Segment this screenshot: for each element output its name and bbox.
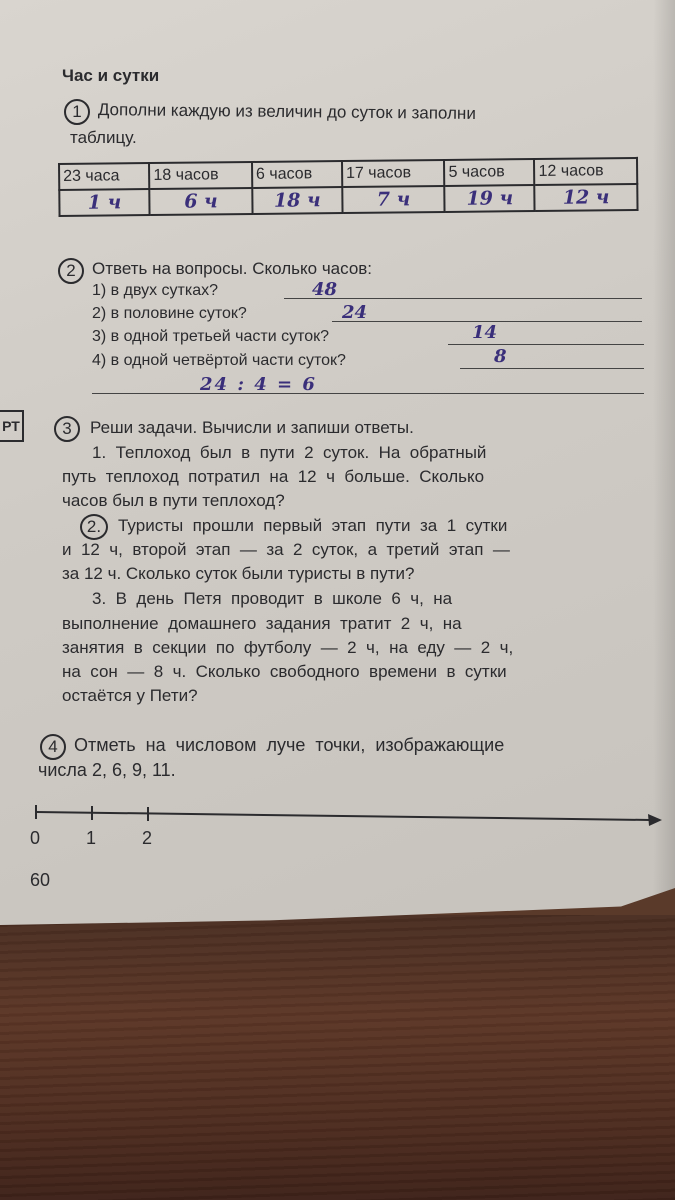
table-cell: 5 часов	[444, 159, 534, 186]
table-cell: 6 часов	[252, 161, 342, 188]
task-3-prompt: Реши задачи. Вычисли и запиши ответы.	[90, 418, 414, 437]
task-2-number: 2	[58, 258, 84, 284]
problem-2-number: 2.	[80, 514, 108, 540]
problem-3-line4: на сон — 8 ч. Сколько свободного времени в сутки	[62, 662, 507, 681]
answer-cell[interactable]: 7 ч	[342, 186, 445, 213]
arrow-icon	[648, 814, 662, 826]
problem-3-line5: остаётся у Пети?	[62, 686, 198, 705]
problem-1-line1: 1. Теплоход был в пути 2 суток. На обратный	[92, 443, 487, 462]
handwritten-work[interactable]: 24 : 4 = 6	[200, 374, 317, 395]
ray-label-0: 0	[30, 828, 41, 848]
answer-cell[interactable]: 6 ч	[150, 188, 253, 215]
task-2-prompt: Ответь на вопросы. Сколько часов:	[92, 259, 373, 278]
question-4: 4) в одной четвёртой части суток?	[92, 352, 346, 369]
task-4-line1: Отметь на числовом луче точки, изображающие	[74, 735, 505, 755]
answer-1[interactable]: 48	[312, 279, 338, 300]
task-1-text-line2: таблицу.	[70, 128, 137, 147]
task-4-number: 4	[40, 734, 66, 760]
table-cell: 12 часов	[534, 158, 637, 185]
problem-1-line2: путь теплоход потратил на 12 ч больше. Сколько	[62, 467, 485, 486]
ray-label-2: 2	[142, 828, 153, 848]
problem-3-line2: выполнение домашнего задания тратит 2 ч, на	[62, 614, 462, 633]
problem-3-line1: 3. В день Петя проводит в школе 6 ч, на	[92, 589, 453, 608]
answer-4[interactable]: 8	[494, 346, 507, 367]
task-3-number: 3	[54, 416, 80, 442]
problem-1-line3: часов был в пути теплоход?	[62, 491, 285, 510]
table-cell: 18 часов	[149, 162, 252, 189]
wood-grain	[0, 915, 675, 1200]
task-1-text-line1: Дополни каждую из величин до суток и заполни	[97, 100, 476, 123]
task-1-number: 1	[64, 99, 90, 125]
ray-label-1: 1	[86, 828, 97, 848]
answer-3[interactable]: 14	[472, 322, 498, 343]
answer-cell[interactable]: 1 ч	[59, 189, 150, 216]
table-cell: 23 часа	[59, 163, 150, 190]
answer-cell[interactable]: 12 ч	[535, 184, 638, 211]
task-4-line2: числа 2, 6, 9, 11.	[38, 760, 176, 780]
answer-2[interactable]: 24	[342, 302, 368, 323]
question-2: 2) в половине суток?	[92, 305, 247, 322]
problem-3-line3: занятия в секции по футболу — 2 ч, на еду — 2 ч,	[62, 638, 514, 657]
answer-cell[interactable]: 19 ч	[445, 185, 535, 212]
problem-2-line3: за 12 ч. Сколько суток были туристы в пути?	[62, 564, 415, 583]
question-3: 3) в одной третьей части суток?	[92, 328, 330, 345]
table-cell: 17 часов	[342, 160, 445, 187]
page-title: Час и сутки	[62, 66, 160, 85]
answer-cell[interactable]: 18 ч	[252, 187, 342, 214]
problem-2-line2: и 12 ч, второй этап — за 2 суток, а третий этап —	[62, 540, 510, 559]
rt-tab: РТ	[0, 410, 24, 442]
page-number: 60	[30, 870, 51, 890]
problem-2-line1: Туристы прошли первый этап пути за 1 сутки	[118, 516, 508, 535]
question-1: 1) в двух сутках?	[92, 282, 219, 299]
